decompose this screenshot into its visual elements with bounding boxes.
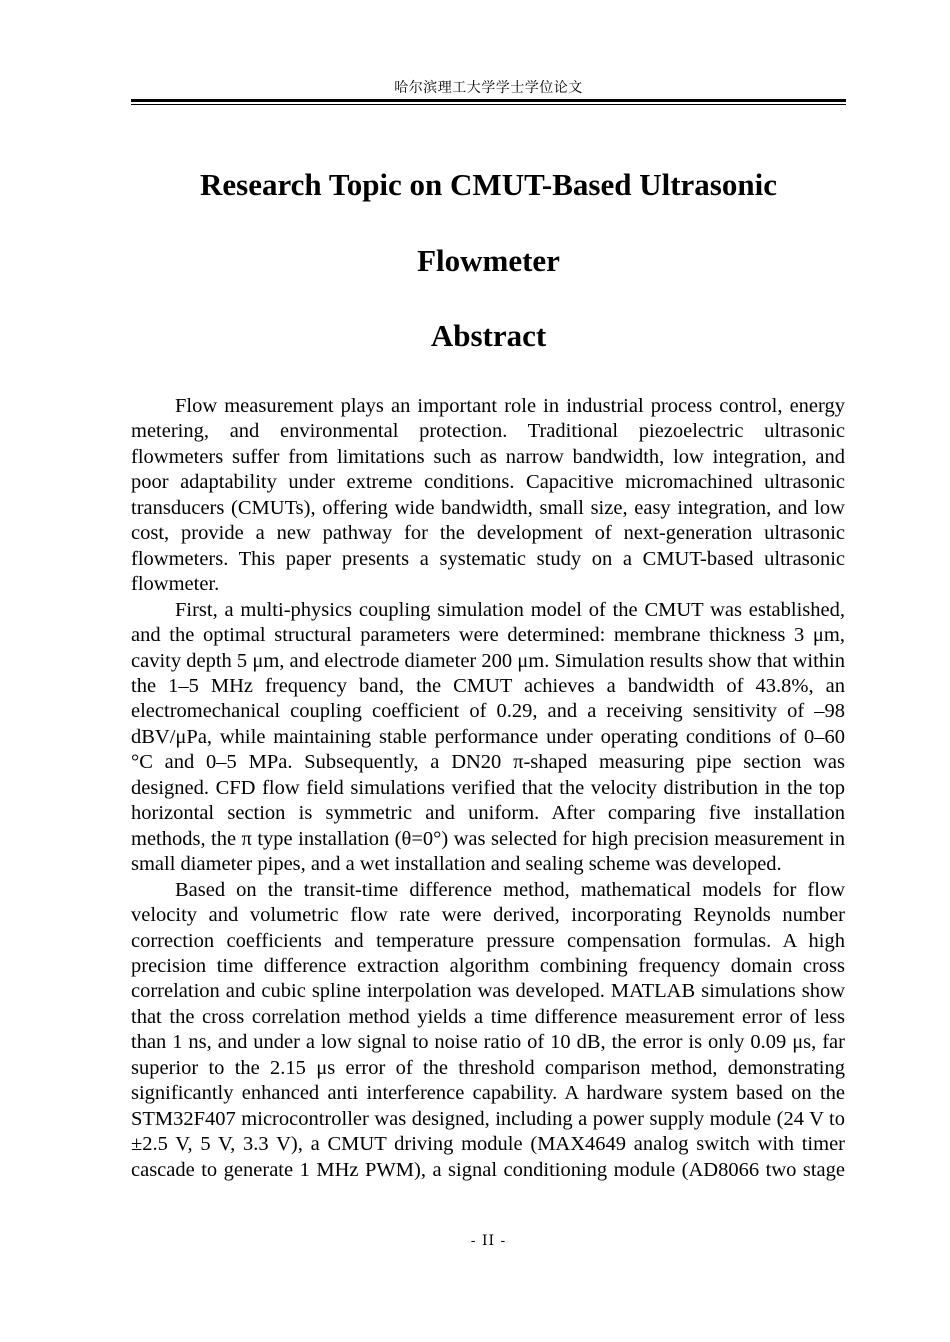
- abstract-paragraph: First, a multi-physics coupling simulation model of the CMUT was established, and the optimal structural parameters were determined: membrane thickness 3 μm, cavity depth 5 μm, and electrode diameter 200 μm. Simulation results show that within the 1–5 MHz frequency band, the CMUT achieves a bandwidth of 43.8%, an electromechanical coupling coefficient of 0.29, and a receiving sensitivity of –98 dBV/μPa, while maintaining stable performance under operating conditions of 0–60 °C and 0–5 MPa. Subsequently, a DN20 π-shaped measuring pipe section was designed. CFD flow field simulations verified that the velocity distribution in the top horizontal section is symmetric and uniform. After comparing five installation methods, the π type installation (θ=0°) was selected for high precision measurement in small diameter pipes, and a wet installation and sealing scheme was developed.: [131, 598, 845, 876]
- header-rule-secondary: [131, 104, 846, 105]
- header-rule: [131, 99, 846, 102]
- page-number: - II -: [470, 1233, 507, 1249]
- abstract-paragraph: Based on the transit-time difference method, mathematical models for flow velocity and volumetric flow rate were derived, incorporating Reynolds number correction coefficients and temperature pressure compensation formulas. A high precision time difference extraction algorithm combining frequency domain cross correlation and cubic spline interpolation was developed. MATLAB simulations show that the cross correlation method yields a time difference measurement error of less than 1 ns, and under a low signal to noise ratio of 10 dB, the error is only 0.09 μs, far superior to the 2.15 μs error of the threshold comparison method, demonstrating significantly enhanced anti interference capability. A hardware system based on the STM32F407 microcontroller was designed, including a power supply module (24 V to ±2.5 V, 5 V, 3.3 V), a CMUT driving module (MAX4649 analog switch with timer cascade to generate 1 MHz PWM), a signal conditioning module (AD8066 two stage: [131, 878, 845, 1181]
- running-header: 哈尔滨理工大学学士学位论文: [394, 80, 583, 96]
- paper-title: Research Topic on CMUT-Based Ultrasonic Flowmeter: [200, 167, 777, 278]
- abstract-body: [131, 394, 845, 1183]
- abstract-heading: Abstract: [430, 318, 547, 353]
- abstract-paragraph: Flow measurement plays an important role in industrial process control, energy metering, and environmental protection. Traditional piezoelectric ultrasonic flowmeters suffer from limitations such as narrow bandwidth, low integration, and poor adaptability under extreme conditions. Capacitive micromachined ultrasonic transducers (CMUTs), offering wide bandwidth, small size, easy integration, and low cost, provide a new pathway for the development of next-generation ultrasonic flowmeters. This paper presents a systematic study on a CMUT-based ultrasonic flowmeter.: [131, 395, 845, 596]
